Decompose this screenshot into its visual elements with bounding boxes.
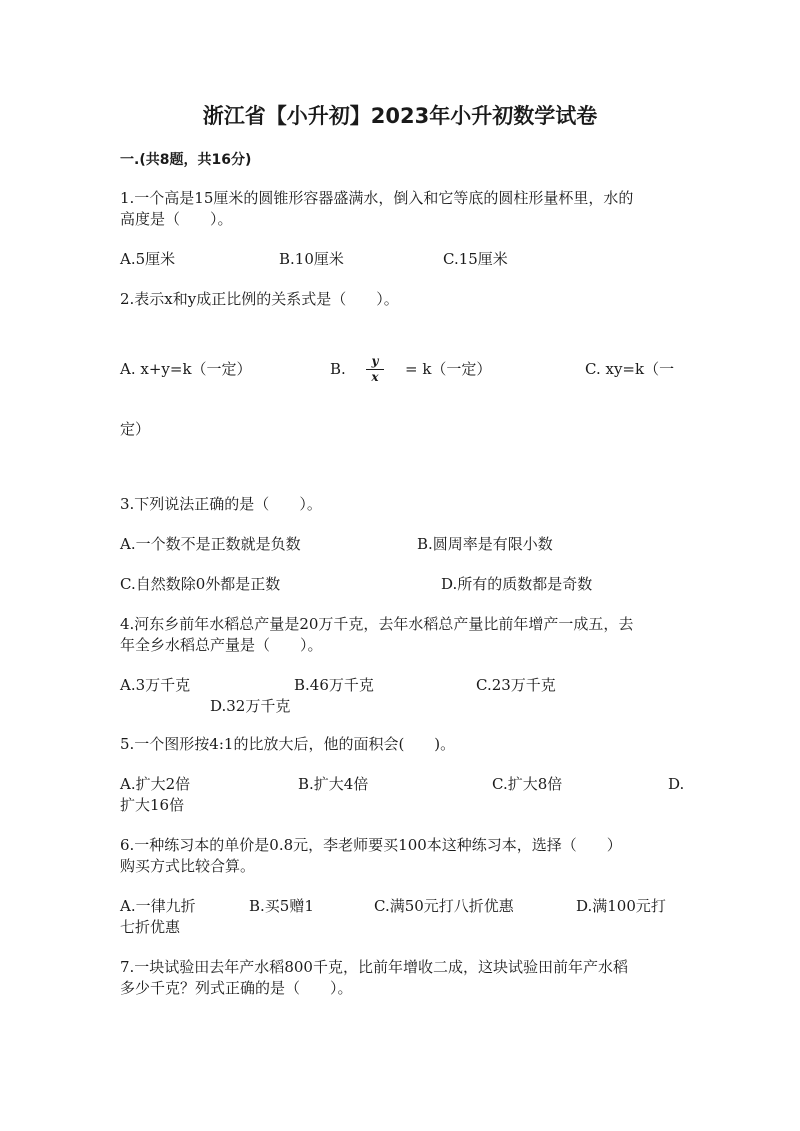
- question-2-line-1: 2.表示x和y成正比例的关系式是（ ）。: [120, 290, 399, 308]
- question-2-option-c-continued: 定）: [120, 420, 151, 438]
- question-5-line-1: 5.一个图形按4:1的比放大后，他的面积会( )。: [120, 735, 456, 753]
- question-1-line-2: 高度是（ ）。: [120, 210, 233, 228]
- question-5-option-c: C.扩大8倍: [492, 775, 563, 793]
- question-3-option-a: A.一个数不是正数就是负数: [120, 535, 301, 553]
- question-5-option-d-continued: 扩大16倍: [120, 796, 185, 814]
- question-4-option-b: B.46万千克: [294, 676, 374, 694]
- question-1-option-c: C.15厘米: [443, 250, 508, 268]
- question-6-option-a: A.一律九折: [120, 897, 196, 915]
- question-1-option-a: A.5厘米: [120, 250, 176, 268]
- section-heading: 一.(共8题，共16分): [120, 152, 252, 168]
- fraction-denominator: x: [371, 370, 379, 384]
- fraction-y-over-x: [364, 355, 386, 384]
- question-6-option-c: C.满50元打八折优惠: [374, 897, 514, 915]
- question-2-option-a: A. x+y=k（一定）: [120, 360, 252, 378]
- question-3-option-c: C.自然数除0外都是正数: [120, 575, 281, 593]
- question-2-option-b-label: B.: [330, 360, 346, 378]
- question-4-option-a: A.3万千克: [120, 676, 191, 694]
- question-5-option-a: A.扩大2倍: [120, 775, 191, 793]
- question-4-option-c: C.23万千克: [476, 676, 556, 694]
- question-7-line-1: 7.一块试验田去年产水稻800千克，比前年增收二成，这块试验田前年产水稻: [120, 958, 628, 976]
- fraction-numerator: y: [371, 354, 379, 368]
- question-6-option-d: D.满100元打: [576, 897, 666, 915]
- question-3-option-b: B.圆周率是有限小数: [417, 535, 553, 553]
- question-1-option-b: B.10厘米: [279, 250, 344, 268]
- question-2-option-b-rest: = k（一定）: [405, 360, 492, 378]
- question-3-line-1: 3.下列说法正确的是（ ）。: [120, 495, 322, 513]
- question-1-line-1: 1.一个高是15厘米的圆锥形容器盛满水，倒入和它等底的圆柱形量杯里，水的: [120, 189, 634, 207]
- question-5-option-b: B.扩大4倍: [298, 775, 369, 793]
- question-7-line-2: 多少千克？列式正确的是（ ）。: [120, 979, 353, 997]
- question-5-option-d: D.: [668, 775, 685, 793]
- question-4-line-1: 4.河东乡前年水稻总产量是20万千克，去年水稻总产量比前年增产一成五，去: [120, 615, 634, 633]
- question-6-line-1: 6.一种练习本的单价是0.8元，李老师要买100本这种练习本，选择（ ）: [120, 836, 622, 854]
- question-4-option-d: D.32万千克: [210, 697, 291, 715]
- page-title: 浙江省【小升初】2023年小升初数学试卷: [202, 104, 598, 128]
- question-6-option-b: B.买5赠1: [249, 897, 314, 915]
- question-4-line-2: 年全乡水稻总产量是（ ）。: [120, 636, 323, 654]
- question-3-option-d: D.所有的质数都是奇数: [441, 575, 593, 593]
- question-2-option-c: C. xy=k（一: [585, 360, 675, 378]
- question-6-option-d-continued: 七折优惠: [120, 918, 181, 936]
- question-6-line-2: 购买方式比较合算。: [120, 857, 256, 875]
